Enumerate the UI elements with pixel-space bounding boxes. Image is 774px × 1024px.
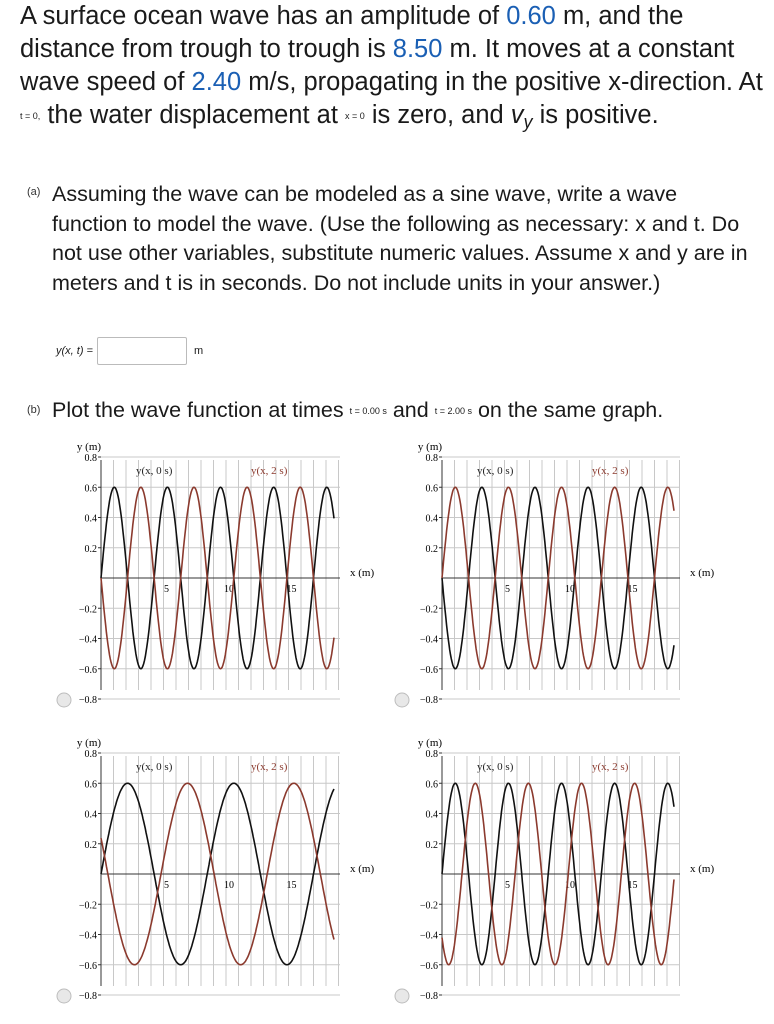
y-tick-label: 0.6 (84, 779, 97, 791)
y-tick-label: 0.2 (84, 543, 97, 555)
x-tick-label: 10 (565, 880, 575, 891)
y-tick-label: −0.6 (419, 664, 438, 676)
y-tick-label: 0.4 (84, 513, 97, 525)
part-b-label: (b) (27, 404, 41, 416)
x-tick-label: 15 (286, 880, 297, 891)
x-tick-label: 5 (164, 584, 169, 595)
y-tick-label: 0.6 (425, 483, 438, 495)
y-tick-label: 0.4 (425, 513, 438, 525)
legend-t0: y(x, 0 s) (477, 761, 514, 773)
graph-option-3 (57, 737, 374, 1003)
y-tick-label: −0.8 (419, 991, 438, 1002)
x-tick-label: 15 (627, 880, 638, 891)
y-tick-label: −0.8 (419, 695, 438, 706)
x-axis-label: x (m) (350, 567, 375, 579)
legend-t0: y(x, 0 s) (136, 761, 173, 773)
y-tick-label: −0.6 (78, 960, 97, 972)
vy-symbol: v (510, 101, 524, 129)
part-a-label: (a) (27, 186, 41, 198)
x-tick-label: 5 (505, 584, 510, 595)
x-tick-label: 15 (286, 584, 297, 595)
x-axis-label: x (m) (690, 863, 715, 875)
y-tick-label: −0.4 (419, 634, 438, 646)
problem-text-6: is zero, and (364, 101, 511, 129)
y-axis-label: y (m) (76, 737, 102, 749)
y-tick-label: 0.4 (84, 809, 97, 821)
y-tick-label: −0.2 (419, 604, 438, 616)
x-condition: x = 0 (345, 110, 365, 121)
y-tick-label: 0.6 (84, 483, 97, 495)
speed-value: 2.40 (191, 68, 242, 96)
y-tick-label: 0.8 (425, 749, 438, 760)
y-tick-label: −0.6 (78, 664, 97, 676)
legend-t2: y(x, 2 s) (251, 465, 288, 477)
problem-text-1: A surface ocean wave has an amplitude of (20, 2, 507, 30)
part-b-text-2: and (386, 398, 435, 422)
x-tick-label: 15 (627, 584, 638, 595)
y-axis-label: y (m) (417, 737, 443, 749)
y-tick-label: −0.2 (78, 900, 97, 912)
x-tick-label: 5 (505, 880, 510, 891)
time-1: t = 0.00 s (349, 405, 387, 416)
graph-option-1 (57, 441, 374, 707)
y-tick-label: −0.4 (78, 930, 97, 942)
problem-text-3: m. It moves at a constant wave speed of (20, 35, 735, 96)
graph-option-2 (395, 441, 714, 707)
x-tick-label: 10 (224, 584, 234, 595)
y-tick-label: 0.4 (425, 809, 438, 821)
wavelength-value: 8.50 (392, 35, 443, 63)
x-axis-label: x (m) (350, 863, 375, 875)
y-tick-label: −0.4 (419, 930, 438, 942)
y-tick-label: 0.8 (84, 749, 97, 760)
legend-t2: y(x, 2 s) (251, 761, 288, 773)
y-tick-label: −0.2 (419, 900, 438, 912)
x-tick-label: 5 (164, 880, 169, 891)
y-tick-label: 0.6 (425, 779, 438, 791)
graph-option-radio[interactable] (57, 693, 71, 707)
problem-text-2: m, and the distance from trough to trough is (20, 2, 684, 63)
vy-subscript: y (523, 112, 533, 132)
answer-label: y(x, t) = (56, 345, 93, 357)
y-axis-label: y (m) (417, 441, 443, 453)
y-tick-label: −0.2 (78, 604, 97, 616)
y-tick-label: 0.2 (425, 543, 438, 555)
y-tick-label: −0.6 (419, 960, 438, 972)
problem-text-5: the water displacement at (40, 101, 346, 129)
part-b-text-3: on the same graph. (471, 398, 664, 422)
y-tick-label: 0.2 (425, 839, 438, 851)
y-axis-label: y (m) (76, 441, 102, 453)
legend-t0: y(x, 0 s) (136, 465, 173, 477)
x-axis-label: x (m) (690, 567, 715, 579)
y-tick-label: −0.8 (78, 991, 97, 1002)
legend-t2: y(x, 2 s) (592, 761, 629, 773)
y-tick-label: 0.8 (84, 453, 97, 464)
part-a-question: Assuming the wave can be modeled as a sine wave, write a wave function to model the wave. (Use the following as necessary: x and t. Do not use other variables, substitute numeric values. Assume x and y are in meters and t is in seconds. Do not include units in your answer.) (52, 182, 748, 295)
y-tick-label: −0.8 (78, 695, 97, 706)
time-2: t = 2.00 s (434, 405, 472, 416)
legend-t0: y(x, 0 s) (477, 465, 514, 477)
problem-text-7: is positive. (532, 101, 659, 129)
x-tick-label: 10 (565, 584, 575, 595)
y-tick-label: 0.2 (84, 839, 97, 851)
graph-option-radio[interactable] (395, 693, 409, 707)
t-condition: t = 0, (20, 110, 41, 121)
legend-t2: y(x, 2 s) (592, 465, 629, 477)
part-b-text-1: Plot the wave function at times (52, 398, 350, 422)
graph-option-radio[interactable] (395, 989, 409, 1003)
y-tick-label: 0.8 (425, 453, 438, 464)
graph-option-4 (395, 737, 714, 1003)
problem-text-4: m/s, propagating in the positive x-direction. At (241, 68, 763, 96)
answer-unit: m (193, 345, 204, 357)
x-tick-label: 10 (224, 880, 234, 891)
y-tick-label: −0.4 (78, 634, 97, 646)
graph-option-radio[interactable] (57, 989, 71, 1003)
amplitude-value: 0.60 (506, 2, 556, 30)
